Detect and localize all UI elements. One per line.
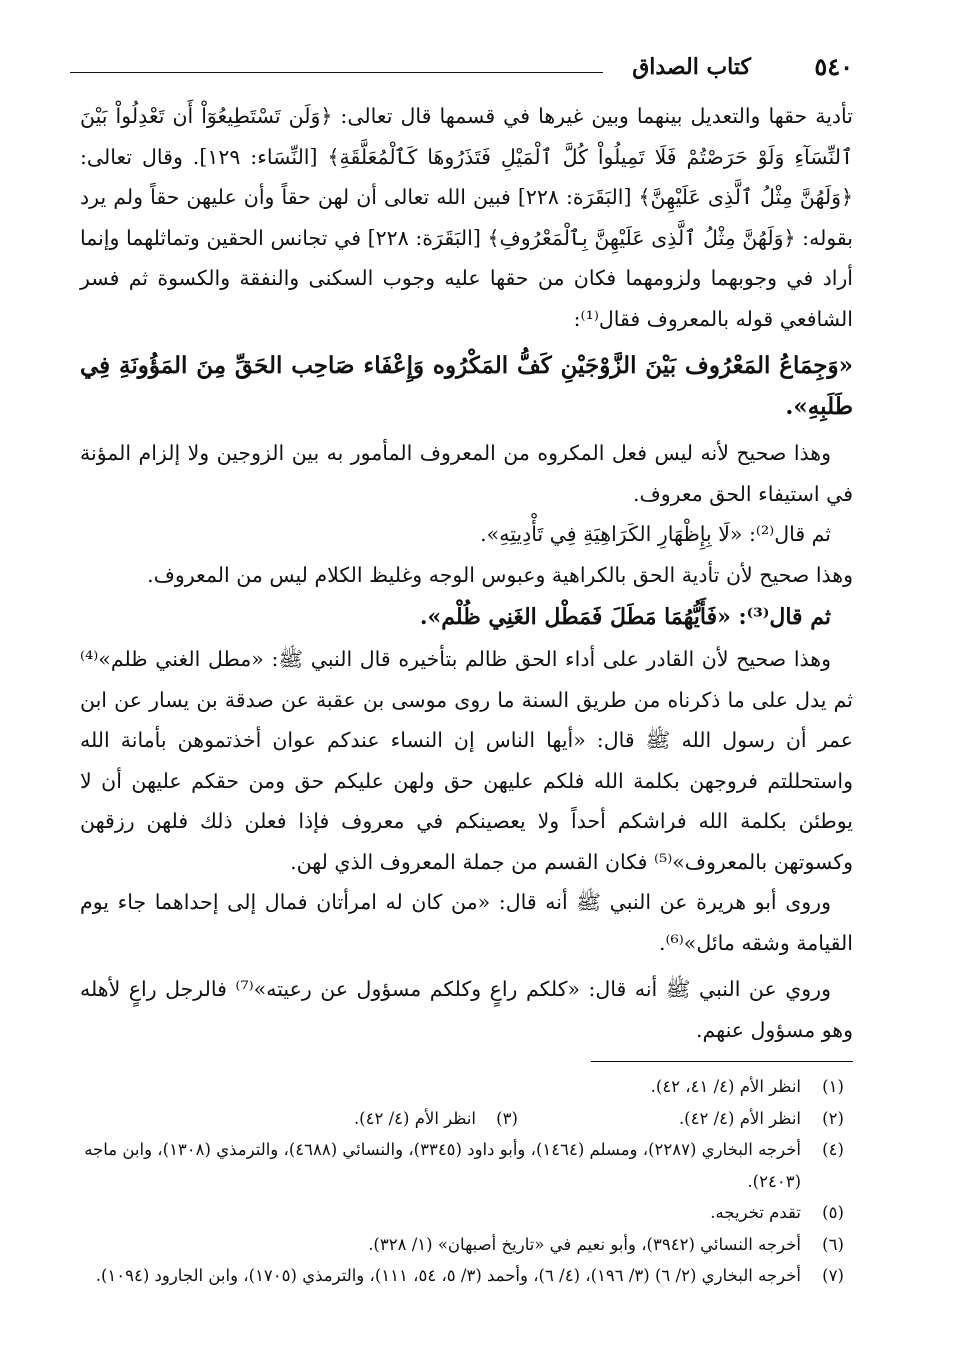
footnote-number: (٣) bbox=[496, 1108, 518, 1128]
footnote-text: أخرجه النسائي (٣٩٤٢)، وأبو نعيم في «تاريخ أصبهان» (١/ ٣٢٨). bbox=[368, 1234, 801, 1254]
footnote-number: (٧) bbox=[822, 1266, 844, 1285]
footnote-text: انظر الأم (٤/ ٤١، ٤٢). bbox=[650, 1077, 801, 1096]
footnote bbox=[354, 1103, 526, 1135]
commentary-paragraph: وهذا صحيح لأن تأدية الحق بالكراهية وعبوس الوجه وغليظ الكلام ليس من المعروف. bbox=[147, 562, 853, 587]
commentary-paragraph: وهذا صحيح لأنه ليس فعل المكروه من المعروف المأمور به بين الزوجين ولا إلزام المؤنة في استيفاء الحق معروف. bbox=[80, 441, 853, 506]
footnote-number: (٦) bbox=[822, 1234, 844, 1254]
commentary-paragraph: وهذا صحيح لأن القادر على أداء الحق ظالم بتأخيره قال النبي ﷺ: «مطل الغني ظلم»⁽⁴⁾ ثم يدل على ما ذكرناه من طريق السنة ما روى موسى بن عقبة عن صدقة بن يسار عن ابن عمر أن رسول الله ﷺ قال: «أيها الناس إن النساء عندكم عوان أخذتموهن بأمانة الله واستحللتم فروجهن بكلمة الله فلكم عليهن حق ولهن عليكم حق ومن حقكم عليهن أن لا يوطئن بكلمة الله فراشكم أحداً ولا يعصينكم في معروف فإذا فعلن ذلك فلهن رزقهن وكسوتهن بالمعروف»⁽⁵⁾ فكان القسم من جملة المعروف الذي لهن. bbox=[80, 647, 853, 874]
paragraph-intro: تأدية حقها والتعديل بينهما وبين غيرها في قسمها قال تعالى: ﴿وَلَن تَسْتَطِيعُوٓاْ أَن تَعْدِلُواْ بَيْنَ ٱلنِّسَآءِ وَلَوْ حَرَصْتُمْ فَلَا تَمِيلُواْ كُلَّ ٱلْمَيْلِ فَتَذَرُوهَا كَٱلْمُعَلَّقَةِ﴾ [النِّسَاء: ١٢٩]. وقال تعالى: ﴿وَلَهُنَّ مِثْلُ ٱلَّذِى عَلَيْهِنَّ﴾ [البَقَرَة: ٢٢٨] فبين الله تعالى أن لهن حقاً وأن عليهن حقاً ولم يرد بقوله: ﴿وَلَهُنَّ مِثْلُ ٱلَّذِى عَلَيْهِنَّ بِٱلْمَعْرُوفِ﴾ [البَقَرَة: ٢٢٨] في تجانس الحقين وتماثلهما وإنما أراد في وجوبهما ولزومهما فكان من حقها عليه وجوب السكنى والنفقة والكسوة ثم فسر الشافعي قوله بالمعروف فقال⁽¹⁾: bbox=[80, 104, 853, 331]
footnote-text: تقدم تخريجه. bbox=[710, 1203, 801, 1222]
running-title: كتاب الصداق bbox=[632, 54, 751, 80]
footnote bbox=[80, 1229, 853, 1261]
quote-paragraph-3: ثم قال⁽³⁾: «فَأَيُّهُمَا مَطَلَ فَمَطْل الغَنِي ظُلْم». bbox=[419, 604, 831, 630]
footnote-text: انظر الأم (٤/ ٤٢). bbox=[353, 1108, 476, 1128]
footnote bbox=[80, 1071, 853, 1103]
header-rule bbox=[70, 72, 603, 73]
footnote-text: أخرجه البخاري (٢٢٨٧)، ومسلم (١٤٦٤)، وأبو داود (٣٣٤٥)، والنسائي (٤٦٨٨)، والترمذي (١٣٠٨)، وابن ماجه (٢٤٠٣). bbox=[84, 1140, 801, 1191]
hadith-paragraph: وروى أبو هريرة عن النبي ﷺ أنه قال: «من كان له امرأتان فمال إلى إحداهما جاء يوم القيامة وشقه مائل»⁽⁶⁾. bbox=[80, 890, 853, 955]
page-header bbox=[70, 52, 853, 88]
footnote-rule bbox=[591, 1061, 853, 1062]
footnote-number: (١) bbox=[822, 1077, 844, 1096]
hadith-paragraph: وروي عن النبي ﷺ أنه قال: «كلكم راعٍ وكلكم مسؤول عن رعيته»⁽⁷⁾ فالرجل راعٍ لأهله وهو مسؤول عنهم. bbox=[80, 977, 853, 1042]
quoted-text-shafii: «وَجِمَاعُ المَعْرُوف بَيْنَ الزَّوْجَيْنِ كَفُّ المَكْرُوه وَإِعْفَاء صَاحِب الحَقِّ مِنَ المَؤُونَةِ فِي طَلَبِهِ». bbox=[80, 352, 853, 420]
quote-paragraph-2: ثم قال⁽²⁾: «لَا بِإِظْهَارِ الكَرَاهِيَةِ فِي تَأْدِيتِهِ». bbox=[480, 522, 831, 546]
page-number: ٥٤٠ bbox=[814, 52, 853, 81]
footnote-text: أخرجه البخاري (٢/ ٦) (٣/ ١٩٦)، (٤/ ٦)، وأحمد (٣/ ٥، ٥٤، ١١١)، والترمذي (١٧٠٥)، وابن الجارود (١٠٩٤). bbox=[95, 1266, 801, 1285]
main-text bbox=[80, 96, 853, 1050]
footnote-number: (٤) bbox=[822, 1140, 844, 1159]
footnotes bbox=[80, 1071, 853, 1292]
footnote bbox=[80, 1134, 853, 1197]
footnote bbox=[80, 1260, 853, 1292]
footnote bbox=[80, 1197, 853, 1229]
footnote-text: انظر الأم (٤/ ٤٢). bbox=[678, 1108, 801, 1128]
footnote bbox=[80, 1103, 853, 1135]
footnote-number: (٢) bbox=[822, 1108, 844, 1128]
footnote-number: (٥) bbox=[822, 1203, 844, 1222]
